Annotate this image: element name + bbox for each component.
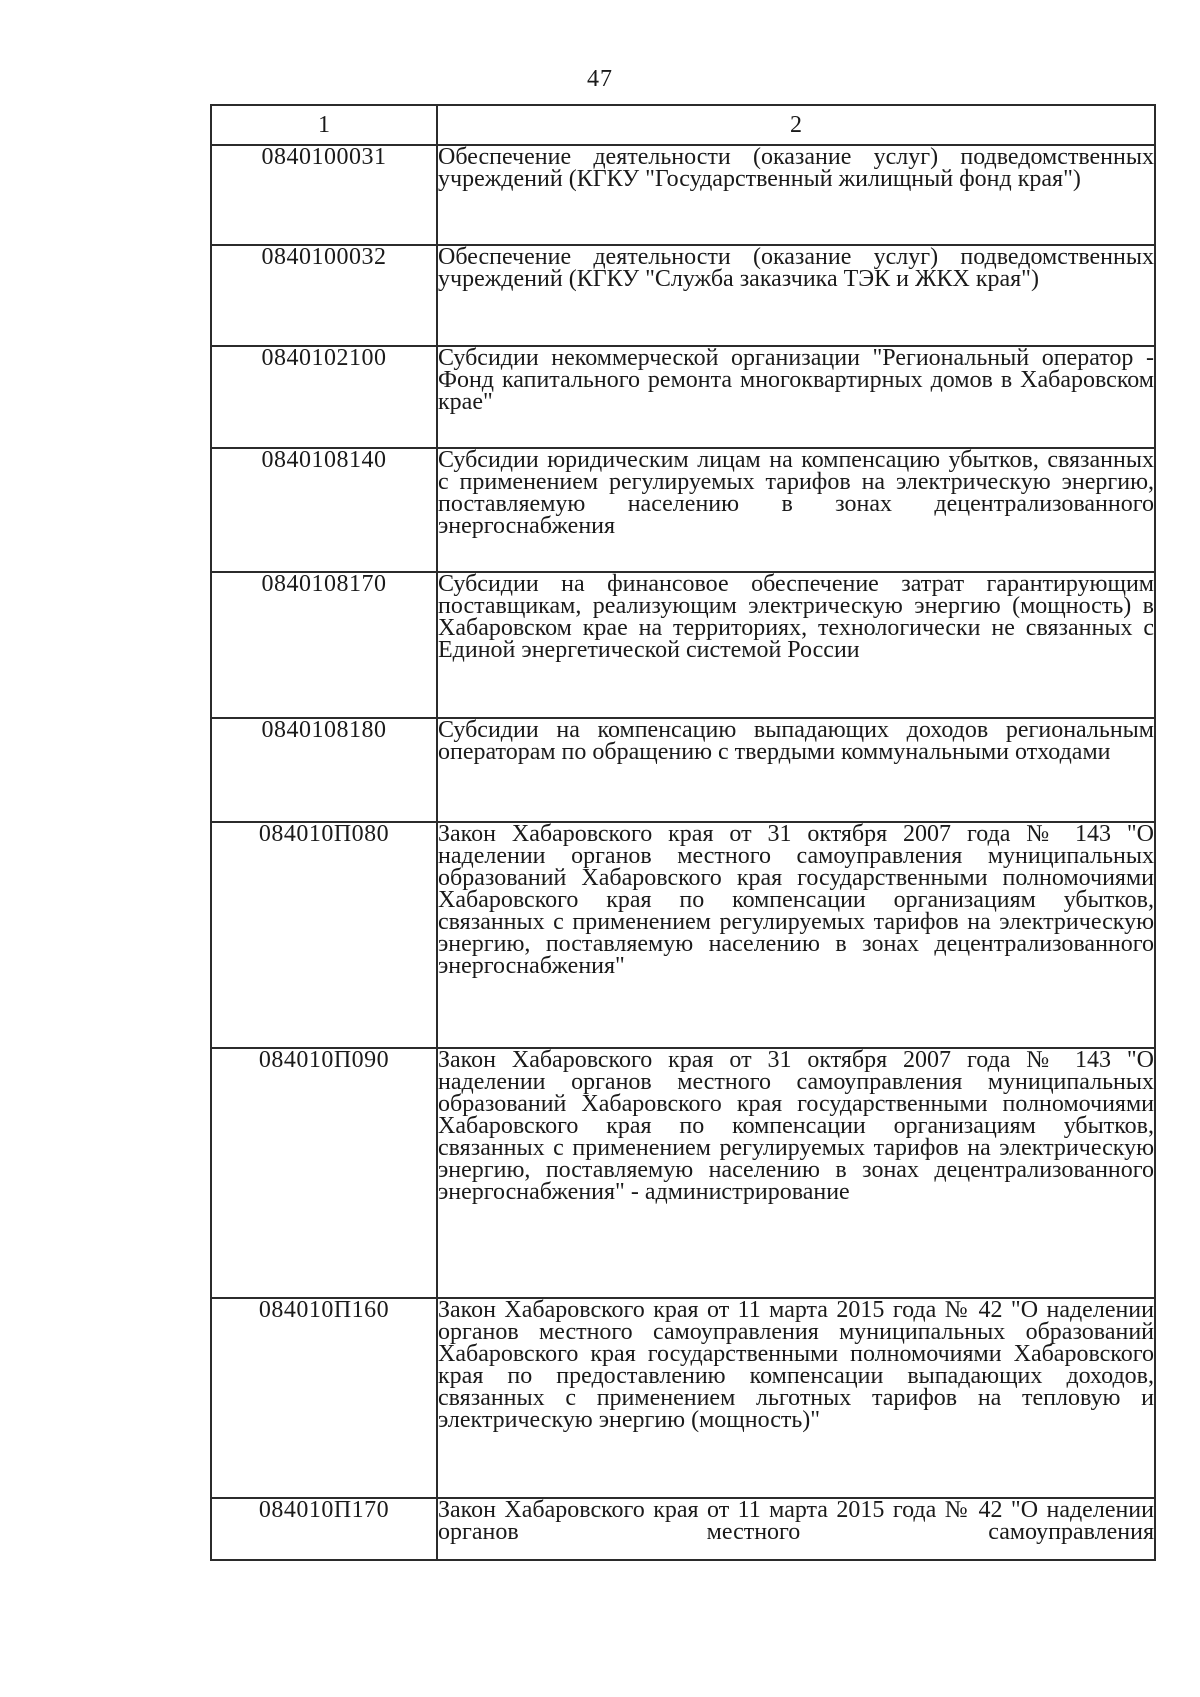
budget-code-table [210,104,1156,1561]
row-description: Обеспечение деятельности (оказание услуг) подведомственных учреждений (КГКУ "Государственный жилищный фонд края") [437,145,1155,245]
column-header-code: 1 [211,105,437,145]
row-description: Закон Хабаровского края от 31 октября 2007 года № 143 "О наделении органов местного самоуправления муниципальных образований Хабаровского края государственными полномочиями Хабаровского края по компенсации организациям убытков, связанных с применением регулируемых тарифов на электрическую энергию, поставляемую населению в зонах децентрализованного энергоснабжения" [437,822,1155,1048]
row-code: 0840108170 [211,572,437,718]
table-row [211,448,1155,572]
row-description: Субсидии на финансовое обеспечение затрат гарантирующим поставщикам, реализующим электрическую энергию (мощность) в Хабаровском крае на территориях, технологически не связанных с Единой энергетической системой России [437,572,1155,718]
row-code: 084010П080 [211,822,437,1048]
table-row [211,145,1155,245]
table-row [211,1048,1155,1298]
row-description: Субсидии юридическим лицам на компенсацию убытков, связанных с применением регулируемых тарифов на электрическую энергию, поставляемую населению в зонах децентрализованного энергоснабжения [437,448,1155,572]
row-code: 0840108140 [211,448,437,572]
row-description: Обеспечение деятельности (оказание услуг) подведомственных учреждений (КГКУ "Служба заказчика ТЭК и ЖКХ края") [437,245,1155,346]
table-row [211,245,1155,346]
row-description: Субсидии на компенсацию выпадающих доходов региональным операторам по обращению с твердыми коммунальными отходами [437,718,1155,822]
row-description: Закон Хабаровского края от 31 октября 2007 года № 143 "О наделении органов местного самоуправления муниципальных образований Хабаровского края государственными полномочиями Хабаровского края по компенсации организациям убытков, связанных с применением регулируемых тарифов на электрическую энергию, поставляемую населению в зонах децентрализованного энергоснабжения" - администрирование [437,1048,1155,1298]
table-row [211,1498,1155,1560]
row-code: 0840108180 [211,718,437,822]
row-code: 084010П170 [211,1498,437,1560]
row-code: 0840102100 [211,346,437,448]
table-row [211,346,1155,448]
table-row [211,1298,1155,1498]
row-description: Закон Хабаровского края от 11 марта 2015 года № 42 "О наделении органов местного самоуправления муниципальных образований Хабаровского края государственными полномочиями Хабаровского края по предоставлению компенсации выпадающих доходов, связанных с применением льготных тарифов на тепловую и электрическую энергию (мощность)" [437,1298,1155,1498]
row-code: 0840100032 [211,245,437,346]
row-code: 0840100031 [211,145,437,245]
table-header-row [211,105,1155,145]
row-description: Закон Хабаровского края от 11 марта 2015 года № 42 "О наделении органов местного самоуправления [437,1498,1155,1560]
row-description: Субсидии некоммерческой организации "Региональный оператор - Фонд капитального ремонта многоквартирных домов в Хабаровском крае" [437,346,1155,448]
column-header-description: 2 [437,105,1155,145]
row-code: 084010П160 [211,1298,437,1498]
page-number: 47 [587,66,613,92]
table-row [211,572,1155,718]
table-row [211,822,1155,1048]
table-row [211,718,1155,822]
row-code: 084010П090 [211,1048,437,1298]
